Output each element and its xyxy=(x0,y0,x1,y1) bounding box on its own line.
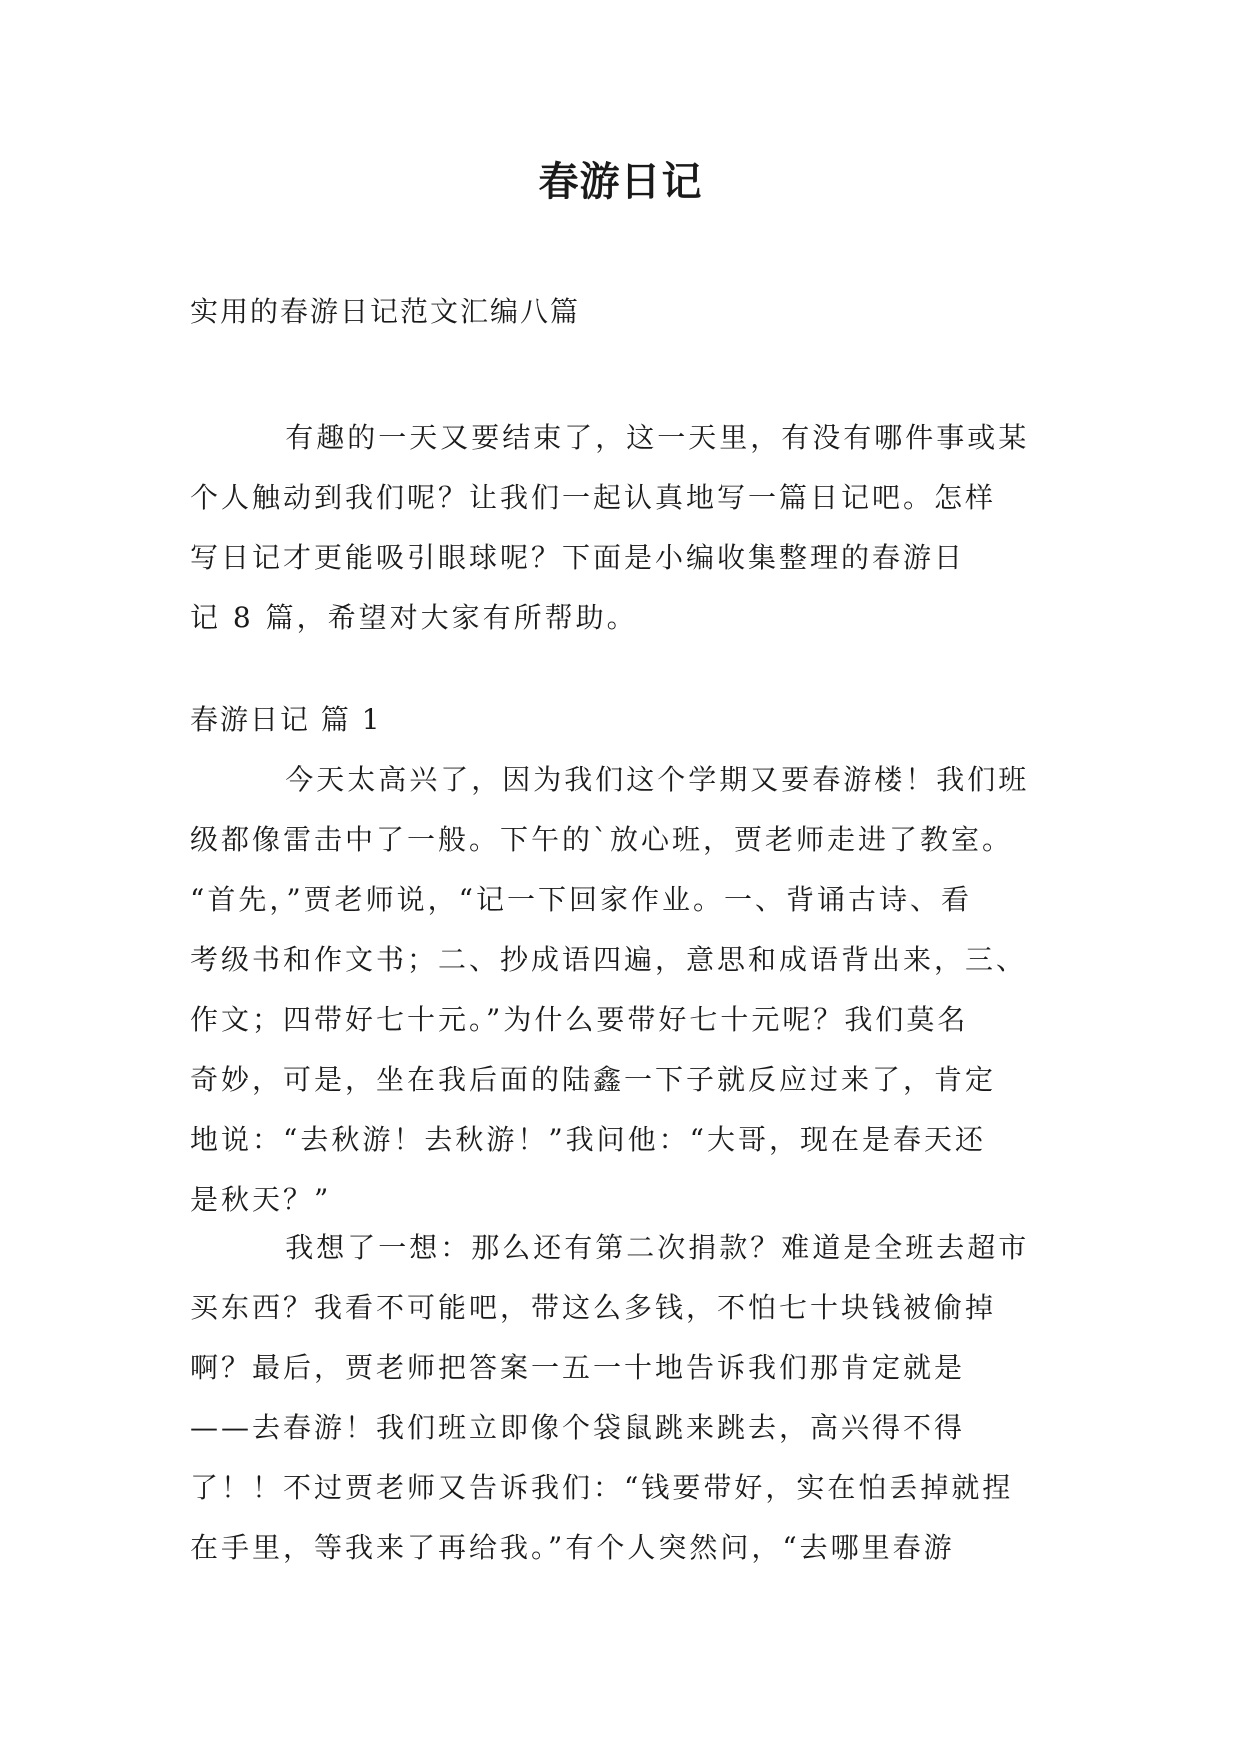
paragraph-line: 在手里，等我来了再给我。”有个人突然问，“去哪里春游 xyxy=(190,1531,955,1564)
paragraph-line: 地说：“去秋游！去秋游！”我问他：“大哥，现在是春天还 xyxy=(190,1123,986,1156)
paragraph-line: 啊？最后，贾老师把答案一五一十地告诉我们那肯定就是 xyxy=(190,1351,966,1384)
intro-line: 记 8 篇，希望对大家有所帮助。 xyxy=(190,601,638,634)
document-subtitle: 实用的春游日记范文汇编八篇 xyxy=(190,295,581,328)
paragraph-line: 买东西？我看不可能吧，带这么多钱，不怕七十块钱被偷掉 xyxy=(190,1291,997,1324)
intro-paragraph xyxy=(190,408,1060,648)
intro-line: 写日记才更能吸引眼球呢？下面是小编收集整理的春游日 xyxy=(190,541,966,574)
paragraph-line: 是秋天？” xyxy=(190,1183,332,1216)
body-paragraph-1 xyxy=(190,750,1060,1230)
paragraph-line: “首先，”贾老师说，“记一下回家作业。一、背诵古诗、看 xyxy=(190,883,972,916)
paragraph-line: 今天太高兴了，因为我们这个学期又要春游楼！我们班 xyxy=(190,763,1030,796)
paragraph-line: 作文；四带好七十元。”为什么要带好七十元呢？我们莫名 xyxy=(190,1003,969,1036)
paragraph-line: ——去春游！我们班立即像个袋鼠跳来跳去，高兴得不得 xyxy=(190,1411,966,1444)
paragraph-line: 我想了一想：那么还有第二次捐款？难道是全班去超市 xyxy=(190,1231,1030,1264)
section-heading: 春游日记 篇 1 xyxy=(190,703,382,736)
paragraph-line: 考级书和作文书；二、抄成语四遍，意思和成语背出来，三、 xyxy=(190,943,1028,976)
paragraph-line: 级都像雷击中了一般。下午的`放心班，贾老师走进了教室。 xyxy=(190,823,1014,856)
intro-line: 有趣的一天又要结束了，这一天里，有没有哪件事或某 xyxy=(190,421,1030,454)
body-paragraph-2 xyxy=(190,1218,1060,1578)
paragraph-line: 了！！不过贾老师又告诉我们：“钱要带好，实在怕丢掉就捏 xyxy=(190,1471,1014,1504)
intro-line: 个人触动到我们呢？让我们一起认真地写一篇日记吧。怎样 xyxy=(190,481,997,514)
document-title: 春游日记 xyxy=(538,158,703,205)
paragraph-line: 奇妙，可是，坐在我后面的陆鑫一下子就反应过来了，肯定 xyxy=(190,1063,997,1096)
